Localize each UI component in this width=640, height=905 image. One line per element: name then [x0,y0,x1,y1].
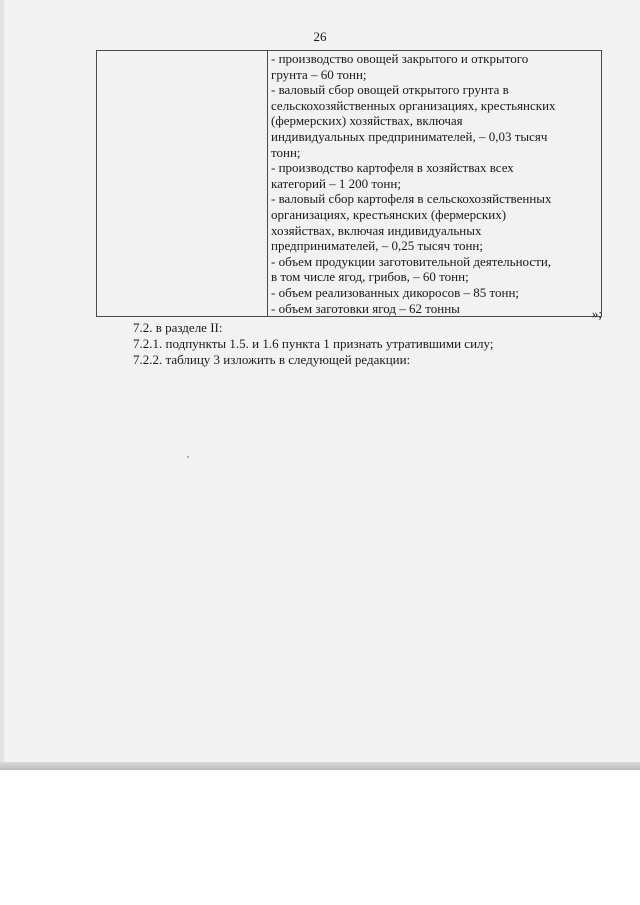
indicator-line: - валовый сбор овощей открытого грунта в [271,82,509,98]
indicator-line: сельскохозяйственных организациях, крестьянских [271,97,556,113]
paragraph-7-2-2: 7.2.2. таблицу 3 изложить в следующей редакции: [133,352,411,367]
indicator-line: тонн; [271,144,301,160]
indicator-line: индивидуальных предпринимателей, – 0,03 тысяч [271,128,548,144]
scan-bottom-edge [0,762,640,770]
indicator-line: грунта – 60 тонн; [271,66,367,82]
paragraph-7-2: 7.2. в разделе II: [133,320,223,335]
paragraph-7-2-1: 7.2.1. подпункты 1.5. и 1.6 пункта 1 признать утратившими силу; [133,336,494,351]
table-row [97,51,602,317]
indicator-line: категорий – 1 200 тонн; [271,175,401,191]
indicator-line: (фермерских) хозяйствах, включая [271,113,463,129]
indicator-line: предпринимателей, – 0,25 тысяч тонн; [271,238,483,254]
indicators-table [96,50,602,317]
scan-speck [187,456,189,458]
indicator-line: хозяйствах, включая индивидуальных [271,222,482,238]
indicator-line: - объем заготовки ягод – 62 тонны [271,300,460,316]
page-number: 26 [313,29,327,44]
indicator-line: - производство картофеля в хозяйствах всех [271,160,514,176]
indicator-line: в том числе ягод, грибов, – 60 тонн; [271,269,469,285]
indicator-line: - производство овощей закрытого и открытого [271,51,529,66]
closing-quote: »; [591,306,602,321]
indicator-line: - валовый сбор картофеля в сельскохозяйственных [271,191,552,207]
indicator-line: - объем реализованных дикоросов – 85 тонн; [271,284,520,300]
indicator-line: организациях, крестьянских (фермерских) [271,206,507,222]
table-cell-left [97,51,268,317]
table-cell-right [268,51,602,317]
indicator-line: - объем продукции заготовительной деятельности, [271,253,552,269]
scan-edge [0,0,4,768]
